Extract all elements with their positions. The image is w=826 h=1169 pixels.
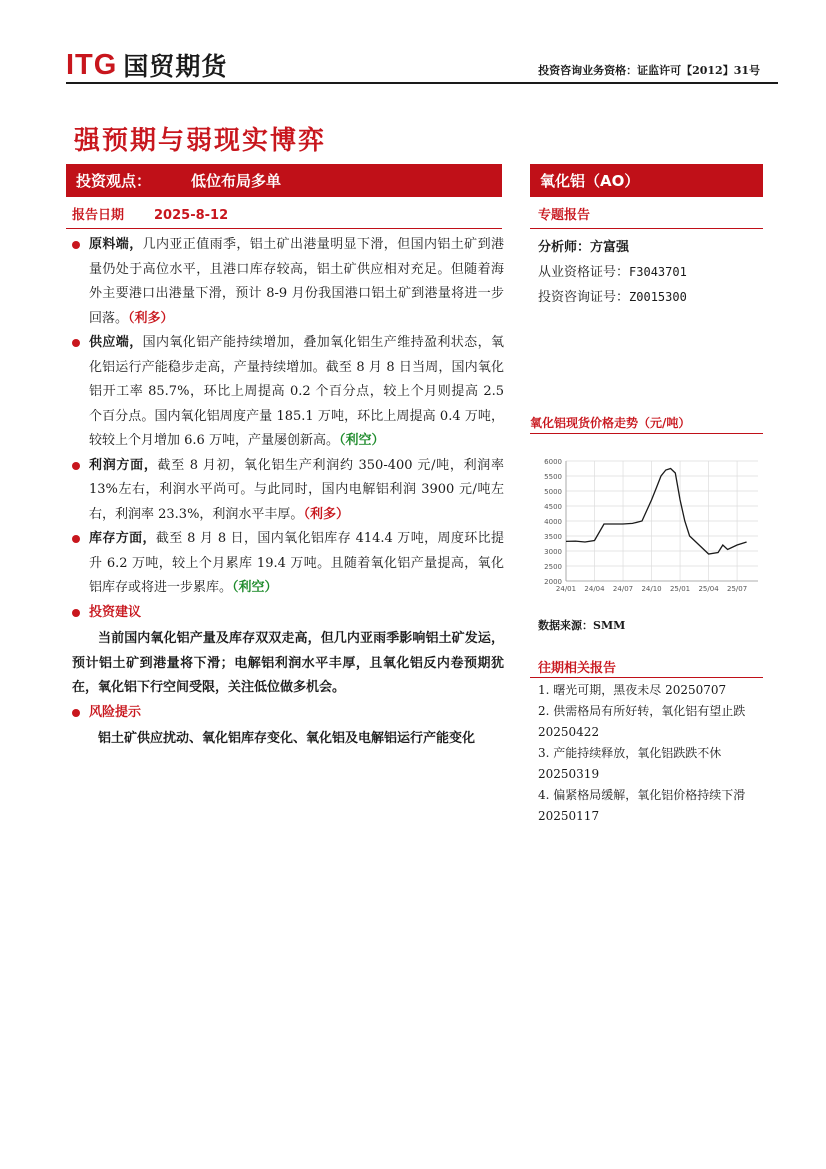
point-tag: （利多）: [128, 310, 174, 326]
main-content: [72, 233, 504, 752]
risk-heading-row: [72, 701, 504, 726]
x-tick-label: 25/04: [698, 585, 719, 593]
x-tick-label: 24/07: [612, 585, 634, 593]
y-tick-label: 3000: [544, 548, 562, 556]
point-inventory: [72, 527, 504, 601]
report-date-value: 2025-8-12: [154, 208, 229, 223]
point-heading: 利润方面，: [89, 457, 158, 473]
investment-view-label: 投资观点：: [76, 172, 152, 190]
consult-label: 投资咨询证号：: [538, 290, 630, 305]
cert-label: 从业资格证号：: [538, 265, 630, 280]
logo-company-name: 国贸期货: [123, 52, 228, 81]
investment-view-value: 低位布局多单: [191, 172, 282, 190]
past-report-item[interactable]: 4. 偏紧格局缓解，氧化铝价格持续下滑 20250117: [538, 788, 746, 823]
y-tick-label: 4500: [544, 503, 562, 511]
past-reports-divider: [530, 677, 763, 678]
chart-source: 数据来源：SMM: [538, 619, 626, 632]
chart-divider: [530, 433, 763, 434]
y-tick-label: 3500: [544, 533, 562, 541]
bullet-dot: [72, 609, 80, 617]
risk-heading: 风险提示: [89, 704, 142, 720]
consult-number: Z0015300: [629, 290, 687, 304]
advice-heading: 投资建议: [89, 604, 142, 620]
report-type-divider: [530, 228, 763, 229]
past-report-item[interactable]: 3. 产能持续释放，氧化铝跌跌不休 20250319: [538, 746, 722, 781]
y-tick-label: 5500: [544, 473, 562, 481]
x-tick-label: 24/01: [555, 585, 577, 593]
y-tick-label: 6000: [544, 458, 562, 466]
license-text: 投资咨询业务资格：证监许可【2012】31号: [538, 64, 760, 77]
cert-number: F3043701: [629, 265, 687, 279]
report-type: 专题报告: [538, 208, 591, 223]
point-body: 截至 8 月初，氧化铝生产利润约 350-400 元/吨，利润率 13%左右，利润水平尚可。与此同时，国内电解铝利润 3900 元/吨左右，利润率 23.3%，利润水平丰厚。: [89, 457, 504, 522]
date-divider: [66, 228, 502, 229]
x-tick-label: 25/07: [726, 585, 748, 593]
advice-heading-row: [72, 601, 504, 626]
logo-itg-text: ITG: [66, 48, 118, 81]
point-body: 截至 8 月 8 日，国内氧化铝库存 414.4 万吨，周度环比提升 6.2 万吨，较上个月累库 19.4 万吨。且随着氧化铝产量提高，氧化铝库存或将进一步累库。: [89, 531, 504, 595]
point-raw-material: [72, 233, 504, 331]
bullet-dot: [72, 241, 80, 249]
x-tick-label: 24/04: [584, 585, 605, 593]
past-report-item[interactable]: 2. 供需格局有所好转，氧化铝有望止跌 20250422: [538, 704, 746, 739]
y-tick-label: 2500: [544, 563, 562, 571]
point-heading: 库存方面，: [89, 531, 156, 546]
y-tick-label: 5000: [544, 488, 562, 496]
point-body: 几内亚正值雨季，铝土矿出港量明显下滑，但国内铝土矿到港量仍处于高位水平，且港口库存较高，铝土矿供应相对充足。但随着海外主要港口出港量下滑，预计 8-9 月份我国港口铝土矿到港量将进一步回落。: [89, 237, 504, 326]
cert-row: [538, 260, 768, 285]
y-tick-label: 4000: [544, 518, 562, 526]
bullet-dot: [72, 709, 80, 717]
company-logo: [66, 49, 227, 81]
point-heading: 原料端，: [89, 237, 143, 252]
product-bar: [530, 164, 763, 197]
report-date-label: 报告日期: [72, 208, 125, 223]
point-tag: （利空）: [338, 433, 385, 448]
point-profit: [72, 454, 504, 528]
risk-text: 铝土矿供应扰动、氧化铝库存变化、氧化铝及电解铝运行产能变化: [98, 731, 476, 746]
bullet-dot: [72, 462, 80, 470]
bullet-dot: [72, 339, 80, 347]
header-divider: [66, 82, 778, 84]
x-tick-label: 25/01: [669, 585, 691, 593]
past-reports-list: [538, 680, 766, 827]
price-series-line: [566, 469, 747, 555]
bullet-dot: [72, 535, 80, 543]
advice-text: 当前国内氧化铝产量及库存双双走高，但几内亚雨季影响铝土矿发运，预计铝土矿到港量将下滑；电解铝利润水平丰厚，且氧化铝反内卷预期犹在，氧化铝下行空间受限，关注低位做多机会。: [72, 631, 504, 695]
point-tag: （利空）: [232, 580, 278, 595]
past-report-item[interactable]: 1. 曙光可期，黑夜未尽 20250707: [538, 683, 727, 697]
x-tick-label: 24/10: [641, 585, 662, 593]
chart-section-title: 氧化铝现货价格走势（元/吨）: [530, 416, 691, 430]
analyst-label: 分析师：: [538, 240, 591, 255]
point-body: 国内氧化铝产能持续增加，叠加氧化铝生产维持盈利状态，氧化铝运行产能稳步走高，产量持续增加。截至 8 月 8 日当周，国内氧化铝开工率 85.7%，环比上周提高 0.2 个百分点，较上个月则提高 2.5 个百分点。国内氧化铝周度产量 185.1 万吨，环比上周提高 0.4 万吨，较较上个月增加 6.6 万吨，产量屡创新高。: [89, 335, 504, 448]
consult-row: [538, 285, 768, 310]
price-chart: [532, 445, 766, 595]
report-date: [72, 204, 228, 223]
past-reports-title: 往期相关报告: [538, 661, 617, 676]
analyst-info: [538, 236, 768, 310]
point-supply: [72, 331, 504, 454]
point-heading: 供应端，: [89, 335, 143, 350]
product-name: 氧化铝（AO）: [540, 172, 640, 190]
analyst-name: 方富强: [590, 240, 630, 255]
investment-view-bar: [66, 164, 502, 197]
report-title: 强预期与弱现实博弈: [74, 126, 327, 156]
analyst-row: [538, 236, 768, 260]
point-tag: （利多）: [303, 506, 349, 522]
y-tick-label: 2000: [544, 578, 562, 586]
